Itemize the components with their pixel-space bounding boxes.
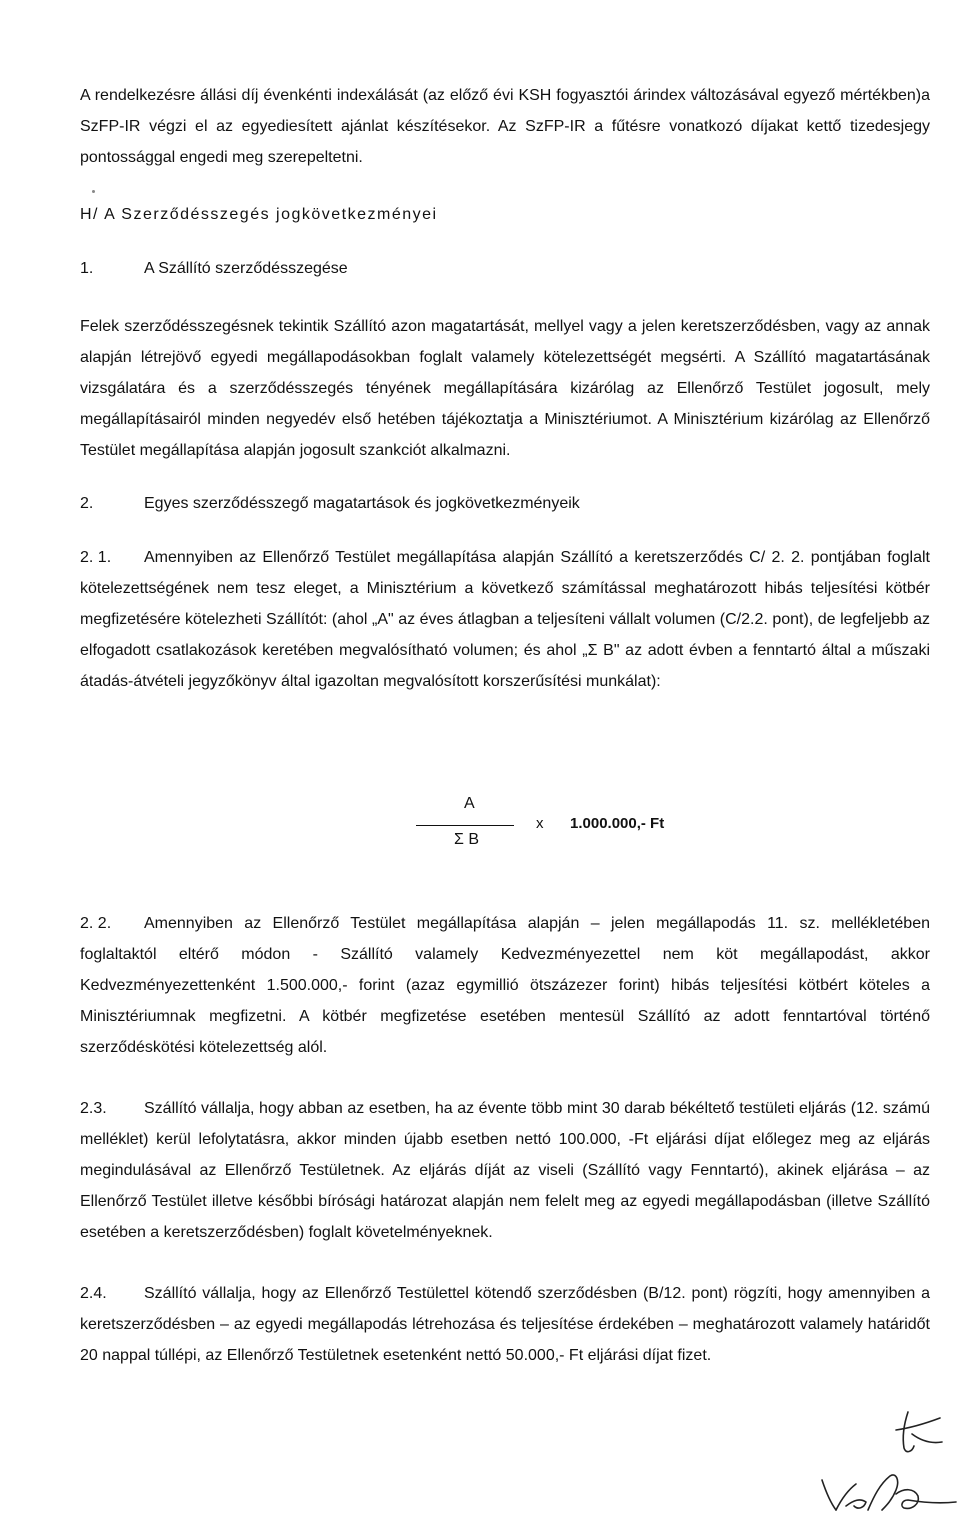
section-2-4-number: 2.4. (80, 1285, 107, 1302)
section-2-number: 2. (80, 495, 94, 512)
section-2-3-text: Szállító vállalja, hogy abban az esetben, ha az évente több mint 30 darab békéltető testületi eljárás (12. számú melléklet) kerül lefolytatásra, akkor minden újabb esetben nettó 100.000, -Ft eljárási díjat előlegez meg az eljárás megindulásával az Ellenőrző Testületnek. Az eljárás díját az viseli (Szállító vagy Fenntartó), akinek eljárása – az Ellenőrző Testület illetve későbbi bírósági határozat alapján nem felelt meg az egyedi megállapodásban (illetve Szállító esetében a keretszerződésben) foglalt követelményeknek. (80, 1100, 930, 1241)
formula-denominator: Σ B (454, 831, 480, 848)
section-2-1-body (80, 542, 930, 697)
section-1-title: A Szállító szerződésszegése (144, 260, 348, 277)
intro-paragraph: A rendelkezésre állási díj évenkénti indexálását (az előző évi KSH fogyasztói árindex változásával egyező mértékben)a SzFP-IR végzi el az egyediesített ajánlat készítésekor. Az SzFP-IR a fűtésre vonatkozó díjakat kettő tizedesjegy pontossággal engedi meg szerepeltetni. (80, 87, 930, 166)
section-2-4-body (80, 1278, 930, 1371)
fraction-line (416, 825, 514, 826)
section-2-3-body (80, 1093, 930, 1248)
handwritten-signature (800, 1410, 960, 1517)
section-2-title: Egyes szerződésszegő magatartások és jogkövetkezményeik (144, 495, 580, 512)
formula-numerator: A (464, 795, 475, 812)
section-2-3-number: 2.3. (80, 1100, 107, 1117)
formula-operator: x (536, 815, 544, 832)
document-page-lower (80, 908, 930, 1371)
section-2-4-text: Szállító vállalja, hogy az Ellenőrző Testülettel kötendő szerződésben (B/12. pont) rögzíti, hogy amennyiben a keretszerződésben – az egyedi megállapodás létrehozása és teljesítése érdekében – meghatározott valamely határidőt 20 nappal túllépi, az Ellenőrző Testületnek esetenként nettó 50.000,- Ft eljárási díjat fizet. (80, 1285, 930, 1364)
section-h-title: H/ A Szerződésszegés jogkövetkezményei (80, 206, 438, 223)
scan-speck (92, 190, 95, 193)
penalty-formula (416, 795, 716, 865)
section-2-1-number: 2. 1. (80, 549, 112, 566)
section-2-2-number: 2. 2. (80, 915, 112, 932)
section-1-number: 1. (80, 260, 94, 277)
section-1-body: Felek szerződésszegésnek tekintik Szállító azon magatartását, mellyel vagy a jelen keretszerződésben, vagy az annak alapján létrejövő egyedi megállapodásokban foglalt valamely kötelezettségét megsérti. A Szállító magatartásának vizsgálatára és a szerződésszegés tényének megállapítására kizárólag az Ellenőrző Testület jogosult, mely megállapításairól minden negyedév első hetében tájékoztatja a Minisztériumot. A Minisztérium kizárólag az Ellenőrző Testület megállapítása alapján jogosult szankciót alkalmazni. (80, 318, 930, 459)
document-page (80, 80, 930, 697)
section-1-heading (80, 257, 930, 281)
section-2-1-text: Amennyiben az Ellenőrző Testület megállapítása alapján Szállító a keretszerződés C/ 2. 2. pontjában foglalt kötelezettségének nem tesz eleget, a Minisztérium a következő számítással meghatározott hibás teljesítési kötbér megfizetésére kötelezheti Szállítót: (ahol „A" az éves átlagban a teljesíteni vállalt volumen (C/2.2. pont), de legfeljebb az elfogadott csatlakozások keretében megvalósítható volumen; és ahol „Σ B" az adott évben a fenntartó által a műszaki átadás-átvételi jegyzőkönyv által igazoltan megvalósított korszerűsítési munkálat): (80, 549, 930, 690)
formula-amount: 1.000.000,- Ft (570, 815, 665, 832)
section-2-2-body (80, 908, 930, 1063)
section-2-2-text: Amennyiben az Ellenőrző Testület megállapítása alapján – jelen megállapodás 11. sz. mellékletében foglaltaktól eltérő módon - Szállító valamely Kedvezményezettel nem köt megállapodást, akkor Kedvezményezettenként 1.500.000,- forint (azaz egymillió ötszázezer forint) hibás teljesítési kötbért köteles a Minisztériumnak megfizetni. A kötbér megfizetése esetében mentesül Szállító az adott fenntartóval történő szerződéskötési kötelezettség alól. (80, 915, 930, 1056)
section-2-heading (80, 492, 930, 516)
